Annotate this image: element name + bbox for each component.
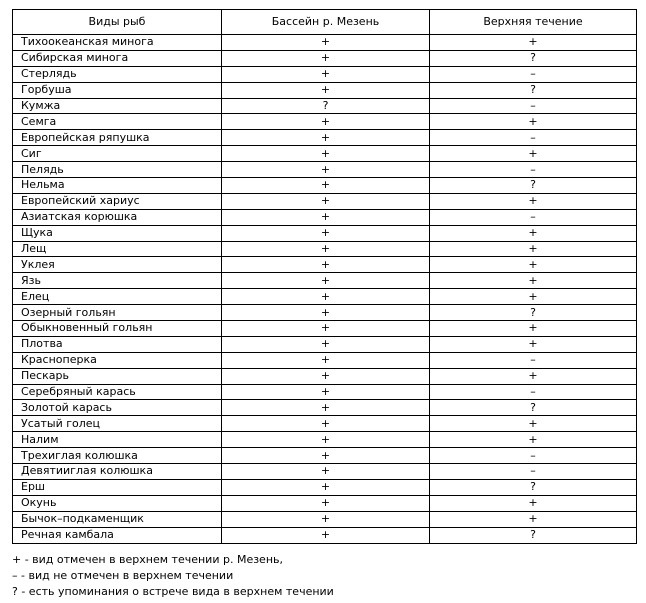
mezen-basin-cell: +: [222, 273, 430, 289]
mezen-basin-cell: +: [222, 35, 430, 51]
species-name-cell: Уклея: [13, 257, 222, 273]
species-name-cell: Озерный гольян: [13, 305, 222, 321]
species-name-cell: Налим: [13, 432, 222, 448]
species-name-cell: Обыкновенный гольян: [13, 321, 222, 337]
table-row: [13, 448, 637, 464]
mezen-basin-cell: +: [222, 432, 430, 448]
table-row: [13, 162, 637, 178]
mezen-basin-cell: +: [222, 384, 430, 400]
upper-course-cell: +: [430, 273, 637, 289]
species-name-cell: Пелядь: [13, 162, 222, 178]
upper-course-cell: –: [430, 464, 637, 480]
species-name-cell: Кумжа: [13, 98, 222, 114]
mezen-basin-cell: +: [222, 495, 430, 511]
mezen-basin-cell: +: [222, 527, 430, 543]
header-upper-course: Верхняя течение: [430, 10, 637, 35]
table-row: [13, 225, 637, 241]
upper-course-cell: +: [430, 193, 637, 209]
mezen-basin-cell: +: [222, 368, 430, 384]
species-name-cell: Пескарь: [13, 368, 222, 384]
species-name-cell: Бычок–подкаменщик: [13, 511, 222, 527]
table-row: [13, 305, 637, 321]
mezen-basin-cell: +: [222, 400, 430, 416]
upper-course-cell: +: [430, 114, 637, 130]
upper-course-cell: +: [430, 289, 637, 305]
mezen-basin-cell: +: [222, 479, 430, 495]
table-row: [13, 495, 637, 511]
upper-course-cell: +: [430, 321, 637, 337]
fish-species-table: [12, 9, 637, 544]
upper-course-cell: ?: [430, 178, 637, 194]
upper-course-cell: +: [430, 511, 637, 527]
mezen-basin-cell: +: [222, 82, 430, 98]
upper-course-cell: –: [430, 448, 637, 464]
species-name-cell: Тихоокеанская минога: [13, 35, 222, 51]
species-name-cell: Щука: [13, 225, 222, 241]
legend-minus: – - вид не отмечен в верхнем течении: [12, 569, 234, 582]
mezen-basin-cell: +: [222, 193, 430, 209]
species-name-cell: Окунь: [13, 495, 222, 511]
upper-course-cell: –: [430, 352, 637, 368]
table-legend: [12, 552, 334, 600]
upper-course-cell: +: [430, 257, 637, 273]
table-row: [13, 130, 637, 146]
table-row: [13, 416, 637, 432]
upper-course-cell: +: [430, 432, 637, 448]
species-name-cell: Европейский хариус: [13, 193, 222, 209]
table-row: [13, 336, 637, 352]
table-row: [13, 368, 637, 384]
table-row: [13, 384, 637, 400]
species-name-cell: Трехиглая колюшка: [13, 448, 222, 464]
upper-course-cell: +: [430, 35, 637, 51]
species-name-cell: Сибирская минога: [13, 50, 222, 66]
mezen-basin-cell: +: [222, 66, 430, 82]
table-header-row: [13, 10, 637, 35]
table-row: [13, 66, 637, 82]
species-name-cell: Золотой карась: [13, 400, 222, 416]
species-name-cell: Сиг: [13, 146, 222, 162]
upper-course-cell: ?: [430, 527, 637, 543]
mezen-basin-cell: +: [222, 178, 430, 194]
table-row: [13, 289, 637, 305]
table-row: [13, 400, 637, 416]
species-name-cell: Азиатская корюшка: [13, 209, 222, 225]
mezen-basin-cell: ?: [222, 98, 430, 114]
upper-course-cell: +: [430, 146, 637, 162]
mezen-basin-cell: +: [222, 464, 430, 480]
mezen-basin-cell: +: [222, 305, 430, 321]
species-name-cell: Семга: [13, 114, 222, 130]
upper-course-cell: ?: [430, 400, 637, 416]
upper-course-cell: +: [430, 495, 637, 511]
species-name-cell: Девятииглая колюшка: [13, 464, 222, 480]
upper-course-cell: –: [430, 66, 637, 82]
upper-course-cell: +: [430, 225, 637, 241]
upper-course-cell: –: [430, 209, 637, 225]
table-row: [13, 98, 637, 114]
mezen-basin-cell: +: [222, 225, 430, 241]
table-row: [13, 35, 637, 51]
legend-question: ? - есть упоминания о встрече вида в верхнем течении: [12, 585, 334, 598]
mezen-basin-cell: +: [222, 130, 430, 146]
table-row: [13, 321, 637, 337]
table-row: [13, 464, 637, 480]
species-name-cell: Ерш: [13, 479, 222, 495]
table-row: [13, 146, 637, 162]
species-name-cell: Красноперка: [13, 352, 222, 368]
table-row: [13, 257, 637, 273]
table-row: [13, 273, 637, 289]
table-row: [13, 178, 637, 194]
species-name-cell: Лещ: [13, 241, 222, 257]
species-name-cell: Усатый голец: [13, 416, 222, 432]
table-row: [13, 432, 637, 448]
mezen-basin-cell: +: [222, 114, 430, 130]
mezen-basin-cell: +: [222, 416, 430, 432]
upper-course-cell: ?: [430, 82, 637, 98]
mezen-basin-cell: +: [222, 257, 430, 273]
species-name-cell: Европейская ряпушка: [13, 130, 222, 146]
mezen-basin-cell: +: [222, 146, 430, 162]
table-row: [13, 193, 637, 209]
table-row: [13, 479, 637, 495]
upper-course-cell: ?: [430, 479, 637, 495]
species-name-cell: Елец: [13, 289, 222, 305]
species-name-cell: Язь: [13, 273, 222, 289]
table-row: [13, 527, 637, 543]
mezen-basin-cell: +: [222, 448, 430, 464]
mezen-basin-cell: +: [222, 241, 430, 257]
species-name-cell: Серебряный карась: [13, 384, 222, 400]
table-row: [13, 209, 637, 225]
table-row: [13, 82, 637, 98]
upper-course-cell: ?: [430, 305, 637, 321]
mezen-basin-cell: +: [222, 162, 430, 178]
upper-course-cell: –: [430, 162, 637, 178]
header-mezen-basin: Бассейн р. Мезень: [222, 10, 430, 35]
species-name-cell: Плотва: [13, 336, 222, 352]
legend-plus: + - вид отмечен в верхнем течении р. Мезень,: [12, 553, 283, 566]
species-name-cell: Стерлядь: [13, 66, 222, 82]
upper-course-cell: +: [430, 416, 637, 432]
mezen-basin-cell: +: [222, 289, 430, 305]
table-row: [13, 241, 637, 257]
species-name-cell: Речная камбала: [13, 527, 222, 543]
upper-course-cell: +: [430, 368, 637, 384]
upper-course-cell: –: [430, 384, 637, 400]
header-species: Виды рыб: [13, 10, 222, 35]
table-row: [13, 50, 637, 66]
species-name-cell: Горбуша: [13, 82, 222, 98]
mezen-basin-cell: +: [222, 321, 430, 337]
mezen-basin-cell: +: [222, 50, 430, 66]
upper-course-cell: ?: [430, 50, 637, 66]
mezen-basin-cell: +: [222, 336, 430, 352]
upper-course-cell: –: [430, 98, 637, 114]
mezen-basin-cell: +: [222, 209, 430, 225]
mezen-basin-cell: +: [222, 511, 430, 527]
table-row: [13, 114, 637, 130]
table-row: [13, 352, 637, 368]
species-name-cell: Нельма: [13, 178, 222, 194]
table-body: [13, 35, 637, 544]
table-row: [13, 511, 637, 527]
upper-course-cell: +: [430, 241, 637, 257]
upper-course-cell: –: [430, 130, 637, 146]
upper-course-cell: +: [430, 336, 637, 352]
mezen-basin-cell: +: [222, 352, 430, 368]
